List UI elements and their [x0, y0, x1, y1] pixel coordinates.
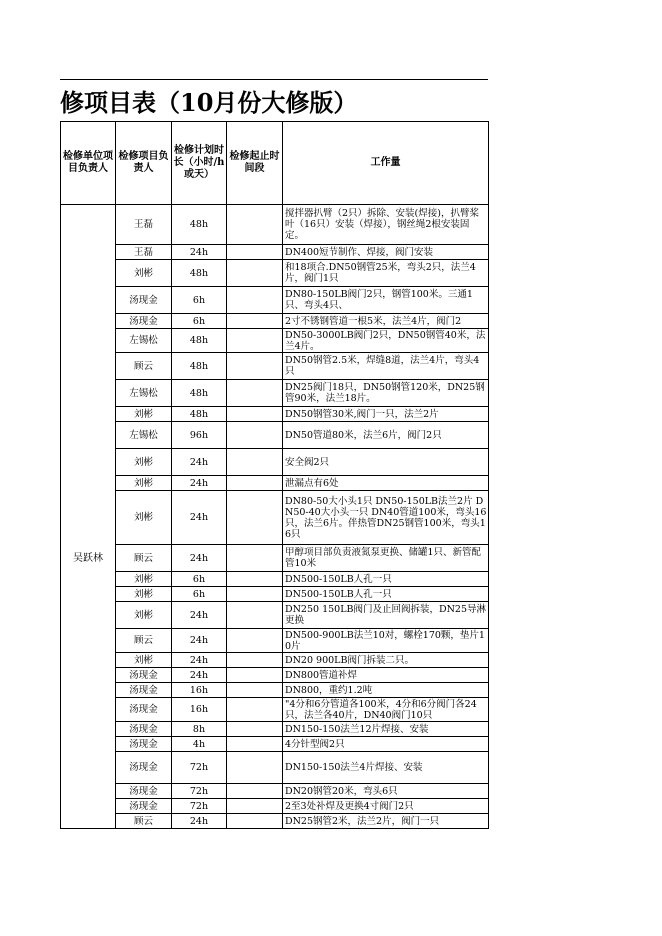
person-cell: 汤现金 [116, 784, 172, 799]
table-row [61, 784, 489, 799]
unit-head-cell [61, 205, 116, 829]
work-cell: DN500-150LB人孔一只 [283, 587, 489, 602]
duration-cell: 48h [172, 260, 227, 287]
work-cell: 2至3处补焊及更换4寸阀门2只 [283, 799, 489, 814]
table-row [61, 245, 489, 260]
duration-cell: 24h [172, 545, 227, 572]
maintenance-table [60, 121, 489, 829]
duration-cell: 96h [172, 422, 227, 449]
person-cell: 汤现金 [116, 314, 172, 329]
duration-cell: 6h [172, 587, 227, 602]
work-cell: DN50管道80米，法兰6片，阀门2只 [283, 422, 489, 449]
work-cell: "4分和6分管道各100米，4分和6分阀门各24只，法兰各40片，DN40阀门10只 [283, 698, 489, 722]
table-row [61, 449, 489, 476]
work-cell: DN25阀门18只，DN50钢管120米，DN25钢管90米，法兰18片。 [283, 380, 489, 407]
duration-cell: 48h [172, 329, 227, 353]
period-cell [227, 491, 283, 545]
period-cell [227, 698, 283, 722]
person-cell: 汤现金 [116, 722, 172, 737]
duration-cell: 6h [172, 572, 227, 587]
table-row [61, 205, 489, 245]
period-cell [227, 814, 283, 829]
work-cell: DN800管道补焊 [283, 668, 489, 683]
table-row [61, 752, 489, 784]
duration-cell: 48h [172, 380, 227, 407]
period-cell [227, 722, 283, 737]
duration-cell: 24h [172, 602, 227, 629]
period-cell [227, 545, 283, 572]
work-cell: DN400短节制作、焊接，阀门安装 [283, 245, 489, 260]
person-cell: 刘彬 [116, 491, 172, 545]
work-cell: DN500-900LB法兰10对，螺栓170颗，垫片10片 [283, 629, 489, 653]
table-row [61, 683, 489, 698]
header-item-head: 检修项目负责人 [116, 122, 172, 205]
table-row [61, 737, 489, 752]
person-cell: 汤现金 [116, 752, 172, 784]
person-cell: 顾云 [116, 353, 172, 380]
period-cell [227, 329, 283, 353]
work-cell: DN800，重约1.2吨 [283, 683, 489, 698]
table-row [61, 491, 489, 545]
period-cell [227, 799, 283, 814]
duration-cell: 24h [172, 668, 227, 683]
table-row [61, 380, 489, 407]
title-rule [60, 79, 488, 80]
work-cell: 和18项合.DN50钢管25米，弯头2只，法兰4片，阀门1只 [283, 260, 489, 287]
duration-cell: 24h [172, 449, 227, 476]
period-cell [227, 245, 283, 260]
period-cell [227, 422, 283, 449]
duration-cell: 72h [172, 799, 227, 814]
person-cell: 左锡松 [116, 380, 172, 407]
person-cell: 顾云 [116, 629, 172, 653]
work-cell: DN500-150LB人孔一只 [283, 572, 489, 587]
duration-cell: 8h [172, 722, 227, 737]
duration-cell: 48h [172, 407, 227, 422]
person-cell: 王磊 [116, 245, 172, 260]
person-cell: 王磊 [116, 205, 172, 245]
person-cell: 顾云 [116, 545, 172, 572]
table-row [61, 698, 489, 722]
person-cell: 刘彬 [116, 653, 172, 668]
person-cell: 汤现金 [116, 698, 172, 722]
duration-cell: 24h [172, 245, 227, 260]
period-cell [227, 205, 283, 245]
work-cell: DN20 900LB阀门拆装二只。 [283, 653, 489, 668]
person-cell: 刘彬 [116, 572, 172, 587]
period-cell [227, 737, 283, 752]
person-cell: 汤现金 [116, 668, 172, 683]
header-unit-head: 检修单位项目负责人 [61, 122, 116, 205]
table-row [61, 476, 489, 491]
period-cell [227, 668, 283, 683]
work-cell: DN50钢管2.5米，焊缝8道，法兰4片，弯头4只 [283, 353, 489, 380]
duration-cell: 16h [172, 683, 227, 698]
period-cell [227, 602, 283, 629]
person-cell: 顾云 [116, 814, 172, 829]
period-cell [227, 587, 283, 602]
unit-head-name: 吴跃林 [73, 552, 103, 564]
work-cell: 4分针型阀2只 [283, 737, 489, 752]
period-cell [227, 287, 283, 314]
duration-cell: 24h [172, 814, 227, 829]
person-cell: 刘彬 [116, 260, 172, 287]
table-row [61, 353, 489, 380]
work-cell: DN80-50大小头1只 DN50-150LB法兰2片 DN50-40大小头一只 DN40管道100米，弯头16只，法兰6片。伴热管DN25钢管100米，弯头16只 [283, 491, 489, 545]
table-row [61, 407, 489, 422]
duration-cell: 72h [172, 752, 227, 784]
duration-cell: 6h [172, 287, 227, 314]
work-cell: 泄漏点有6处 [283, 476, 489, 491]
period-cell [227, 683, 283, 698]
table-row [61, 799, 489, 814]
work-cell: DN25钢管2米，法兰2片，阀门一只 [283, 814, 489, 829]
table-row [61, 329, 489, 353]
table-row [61, 572, 489, 587]
person-cell: 汤现金 [116, 737, 172, 752]
work-cell: 安全阀2只 [283, 449, 489, 476]
work-cell: DN80-150LB阀门2只，钢管100米。三通1只、弯头4只、 [283, 287, 489, 314]
period-cell [227, 380, 283, 407]
person-cell: 汤现金 [116, 799, 172, 814]
duration-cell: 72h [172, 784, 227, 799]
work-cell: 甲醇项目部负责液氮泵更换、储罐1只、新管配管10米 [283, 545, 489, 572]
period-cell [227, 784, 283, 799]
work-cell: DN20钢管20米，弯头6只 [283, 784, 489, 799]
period-cell [227, 260, 283, 287]
period-cell [227, 476, 283, 491]
table-row [61, 653, 489, 668]
person-cell: 汤现金 [116, 287, 172, 314]
duration-cell: 24h [172, 491, 227, 545]
table-row [61, 545, 489, 572]
duration-cell: 48h [172, 353, 227, 380]
table-row [61, 668, 489, 683]
period-cell [227, 572, 283, 587]
table-row [61, 260, 489, 287]
period-cell [227, 407, 283, 422]
person-cell: 刘彬 [116, 407, 172, 422]
table-row [61, 587, 489, 602]
period-cell [227, 629, 283, 653]
duration-cell: 48h [172, 205, 227, 245]
work-cell: DN150-150法兰12片焊接、安装 [283, 722, 489, 737]
table-header-row [61, 122, 489, 205]
period-cell [227, 653, 283, 668]
work-cell: DN50-3000LB阀门2只，DN50钢管40米，法兰4片。 [283, 329, 489, 353]
period-cell [227, 353, 283, 380]
table-row [61, 314, 489, 329]
table-row [61, 602, 489, 629]
header-period: 检修起止时间段 [227, 122, 283, 205]
person-cell: 刘彬 [116, 602, 172, 629]
table-row [61, 287, 489, 314]
work-cell: DN50钢管30米,阀门一只，法兰2片 [283, 407, 489, 422]
duration-cell: 6h [172, 314, 227, 329]
work-cell: DN150-150法兰4片焊接、安装 [283, 752, 489, 784]
person-cell: 刘彬 [116, 587, 172, 602]
duration-cell: 4h [172, 737, 227, 752]
duration-cell: 24h [172, 476, 227, 491]
duration-cell: 24h [172, 629, 227, 653]
work-cell: 搅拌器扒臂（2只）拆除、安装(焊接)，扒臂桨叶（16只）安装（焊接），钢丝绳2根安装固定。 [283, 205, 489, 245]
duration-cell: 24h [172, 653, 227, 668]
person-cell: 左锡松 [116, 329, 172, 353]
period-cell [227, 752, 283, 784]
page-title: 修项目表（10月份大修版） [60, 88, 358, 117]
person-cell: 左锡松 [116, 422, 172, 449]
table-row [61, 722, 489, 737]
person-cell: 刘彬 [116, 476, 172, 491]
work-cell: DN250 150LB阀门及止回阀拆装，DN25导淋更换 [283, 602, 489, 629]
table-row [61, 814, 489, 829]
person-cell: 汤现金 [116, 683, 172, 698]
period-cell [227, 449, 283, 476]
person-cell: 刘彬 [116, 449, 172, 476]
period-cell [227, 314, 283, 329]
work-cell: 2寸不锈钢管道一根5米，法兰4片，阀门2 [283, 314, 489, 329]
duration-cell: 16h [172, 698, 227, 722]
table-row [61, 629, 489, 653]
header-duration: 检修计划时长（小时/h或天） [172, 122, 227, 205]
header-work: 工作量 [283, 122, 489, 205]
table-row [61, 422, 489, 449]
